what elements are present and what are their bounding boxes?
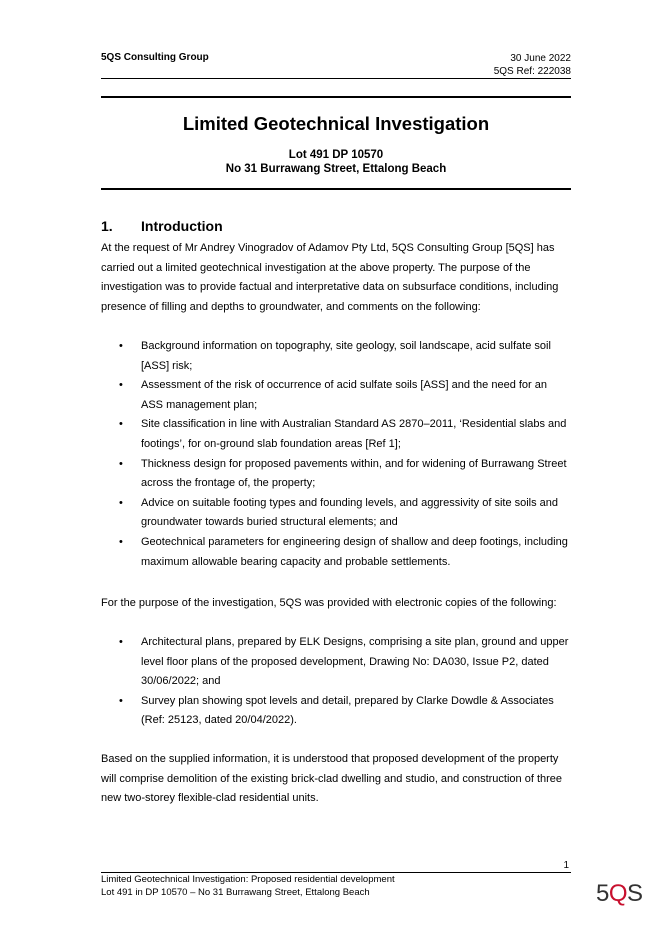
header-ref: 5QS Ref: 222038 bbox=[493, 66, 571, 77]
bullet-icon: • bbox=[119, 457, 123, 470]
list-item-text: Survey plan showing spot levels and detail, prepared by Clarke Dowdle & Associates (Ref: 25123, dated 20/04/2022). bbox=[141, 694, 554, 727]
list-item-text: Thickness design for proposed pavements within, and for widening of Burrawang Street across the frontage of, the property; bbox=[141, 457, 567, 490]
bullet-icon: • bbox=[119, 340, 123, 352]
document-title: Limited Geotechnical Investigation bbox=[182, 113, 490, 134]
section-title: Introduction bbox=[141, 218, 223, 234]
bullet-icon: • bbox=[119, 636, 123, 648]
provided-paragraph: For the purpose of the investigation, 5QS was provided with electronic copies of the following: bbox=[101, 597, 557, 609]
list-item bbox=[101, 415, 571, 454]
header-company: 5QS Consulting Group bbox=[101, 52, 209, 63]
bullet-icon: • bbox=[119, 418, 123, 431]
list-item bbox=[101, 533, 571, 572]
lot-line: Lot 491 DP 10570 bbox=[288, 149, 384, 161]
header-meta bbox=[494, 52, 571, 78]
documents-list bbox=[101, 633, 571, 731]
list-item bbox=[101, 376, 571, 415]
title-rule-bottom bbox=[101, 188, 571, 190]
footer-rule bbox=[101, 872, 571, 873]
list-item-text: Architectural plans, prepared by ELK Designs, comprising a site plan, ground and upper level floor plans of the proposed development, Drawing No: DA030, Issue P2, dated 30/06/2022; and bbox=[141, 636, 569, 688]
bullet-icon: • bbox=[119, 496, 123, 509]
header-date: 30 June 2022 bbox=[510, 53, 571, 64]
conclusion-paragraph: Based on the supplied information, it is understood that proposed development of the property will comprise demolition of the existing brick-clad dwelling and studio, and construction of three new two-storey flexible-clad residential units. bbox=[101, 753, 563, 805]
list-item-text: Assessment of the risk of occurrence of acid sulfate soils [ASS] and the need for an ASS management plan; bbox=[141, 379, 547, 411]
document-subtitle bbox=[101, 148, 571, 176]
list-item-text: Geotechnical parameters for engineering design of shallow and deep footings, including maximum allowable bearing capacity and probable settlements. bbox=[141, 535, 568, 568]
bullet-icon: • bbox=[119, 694, 123, 707]
list-item-text: Advice on suitable footing types and founding levels, and aggressivity of site soils and groundwater towards buried structural elements; and bbox=[141, 496, 559, 529]
list-item bbox=[101, 455, 571, 494]
list-item-text: Site classification in line with Australian Standard AS 2870–2011, ‘Residential slabs and footings’, for on-ground slab foundation areas [Ref 1]; bbox=[141, 418, 567, 450]
page-number: 1 bbox=[563, 860, 569, 871]
footer-line-1: Limited Geotechnical Investigation: Proposed residential development bbox=[101, 874, 395, 885]
section-heading bbox=[101, 218, 223, 234]
company-logo: 5QS bbox=[596, 880, 643, 907]
scope-list bbox=[101, 337, 571, 572]
list-item bbox=[101, 494, 571, 533]
section-number: 1. bbox=[101, 218, 113, 234]
bullet-icon: • bbox=[119, 379, 123, 392]
list-item bbox=[101, 633, 571, 692]
footer-line-2: Lot 491 in DP 10570 – No 31 Burrawang Street, Ettalong Beach bbox=[101, 886, 370, 898]
header-rule bbox=[101, 78, 571, 79]
bullet-icon: • bbox=[119, 535, 123, 548]
footer-text bbox=[101, 874, 395, 899]
list-item-text: Background information on topography, site geology, soil landscape, acid sulfate soil [ASS] risk; bbox=[141, 340, 551, 372]
address-line: No 31 Burrawang Street, Ettalong Beach bbox=[225, 163, 447, 175]
list-item bbox=[101, 692, 571, 731]
title-rule-top bbox=[101, 96, 571, 98]
list-item bbox=[101, 337, 571, 376]
intro-paragraph: At the request of Mr Andrey Vinogradov of Adamov Pty Ltd, 5QS Consulting Group [5QS] has carried out a limited geotechnical investigation at the above property. The purpose of the investigation was to provide factual and interpretative data on subsurface conditions, including presence of filling and depths to groundwater, and comments on the following: bbox=[101, 242, 559, 313]
